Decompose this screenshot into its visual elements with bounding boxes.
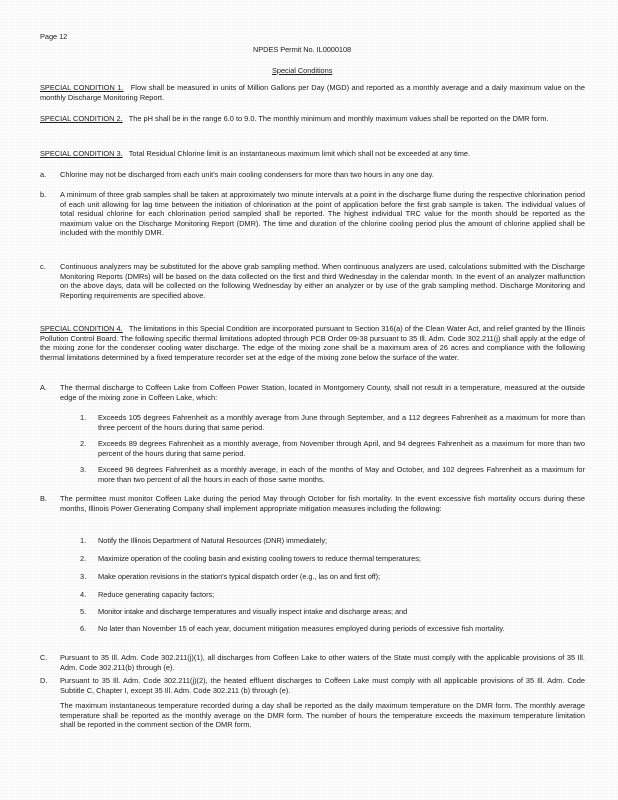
list-item-label: B. [40,494,47,503]
sc4-a-item-2: Exceeds 89 degrees Fahrenheit as a monthly average, from November through April, and 94 degrees Fahrenheit as a maximum for more than two percent of the hours during that same period. [98,439,585,458]
list-item-label: 1. [80,536,87,545]
sc4-d-note: The maximum instantaneous temperature recorded during a day shall be reported as the daily maximum temperature on the DMR form. The monthly average temperature shall be reported as the monthly average on the DMR form. The number of hours the temperature exceeds the maximum temperature limitation shall be reported in the comment section of the DMR form. [60,701,585,730]
special-condition-2-text: The pH shall be in the range 6.0 to 9.0. The monthly minimum and monthly maximum values shall be reported on the DMR form. [128,114,549,123]
special-condition-2-label: SPECIAL CONDITION 2. [40,114,123,123]
sc4-b-item-4: Reduce generating capacity factors; [98,590,215,599]
sc4-b: The permittee must monitor Coffeen Lake during the period May through October for fish mortality. In the event excessive fish mortality occurs during these months, Illinois Power Generating Company shall implement appropriate mitigation measures including the following: [60,494,585,513]
list-item-label: 6. [80,624,87,633]
sc4-a: The thermal discharge to Coffeen Lake from Coffeen Power Station, located in Montgomery County, shall not result in a temperature, measured at the outside edge of the mixing zone in Coffeen Lake, which: [60,383,585,402]
sc4-d: Pursuant to 35 Ill. Adm. Code 302.211(j)(2), the heated effluent discharges to Coffeen Lake must comply with all applicable provisions of 35 Ill. Adm. Code Subtitle C, Chapter I, except 35 Ill. Adm. Code 302.211 (b) through (e). [60,676,585,695]
special-condition-4 [40,324,585,362]
section-title: Special Conditions [272,66,333,75]
special-condition-2 [40,114,585,124]
list-item-label: 2. [80,554,87,563]
special-condition-3-text: Total Residual Chlorine limit is an instantaneous maximum limit which shall not be exceeded at any time. [128,149,471,158]
sc3-item-c: Continuous analyzers may be substituted for the above grab sampling method. When continuous analyzers are used, calculations submitted with the Discharge Monitoring Reports (DMRs) will be based on the data collected on the first and third Wednesday in the calendar month. In the event of an analyzer malfunction on the above days, data will be collected on the following Wednesday by either an analyzer or by use of the grab sampling method. Discharge Monitoring and Reporting requirements are specified above. [60,262,585,300]
special-condition-4-label: SPECIAL CONDITION 4. [40,324,123,333]
special-condition-4-text: The limitations in this Special Condition are incorporated pursuant to Section 316(a) of the Clean Water Act, and relief granted by the Illinois Pollution Control Board. The following specific thermal limitations adopted through PCB Order 09-38 pursuant to 35 Ill. Adm. Code 302.211(j) shall apply at the edge of the mixing zone for the condenser cooling water discharge. The edge of the mixing zone shall be a maximum area of 26 acres and compliance with the following thermal limitations determined by a fixed temperature recorder set at the edge of the mixing zone below the surface of the water. [40,324,586,362]
list-item-label: 1. [80,413,87,422]
special-condition-3 [40,149,585,159]
sc3-item-a: Chlorine may not be discharged from each unit's main cooling condensers for more than two hours in any one day. [60,170,434,179]
special-condition-3-label: SPECIAL CONDITION 3. [40,149,123,158]
list-item-label: 4. [80,590,87,599]
list-item-label: c. [40,262,46,271]
list-item-label: 5. [80,607,87,616]
sc4-a-item-1: Exceeds 105 degrees Fahrenheit as a monthly average from June through September, and a 112 degrees Fahrenheit as a maximum for more than three percent of the hours during that same period. [98,413,585,432]
sc4-b-item-2: Maximize operation of the cooling basin and existing cooling towers to reduce thermal temperatures; [98,554,421,563]
sc4-b-item-1: Notify the Illinois Department of Natural Resources (DNR) immediately; [98,536,327,545]
sc3-item-b: A minimum of three grab samples shall be taken at approximately two minute intervals at a point in the discharge flume during the respective chlorination period of each unit allowing for lag time between the initiation of chlorination at the point of application before the first grab sample is taken. The individual values of total residual chlorine for each chlorination period sampled shall be reported. The highest individual TRC value for the month should be reported as the maximum value on the Discharge Monitoring Report (DMR). The time and duration of the chlorine cooling period plus the amount of chlorine applied shall be included with the monthly DMR. [60,190,585,238]
special-condition-1-label: SPECIAL CONDITION 1. [40,83,124,92]
sc4-b-item-5: Monitor intake and discharge temperatures and visually inspect intake and discharge areas; and [98,607,408,616]
permit-number: NPDES Permit No. IL0000108 [253,45,352,54]
list-item-label: 3. [80,465,87,474]
list-item-label: A. [40,383,47,392]
page-number: Page 12 [40,32,68,41]
sc4-c: Pursuant to 35 Ill. Adm. Code 302.211(j)(1), all discharges from Coffeen Lake to other waters of the State must comply with the applicable provisions of 35 Ill. Adm. Code 302.211(b) through (e). [60,653,585,672]
list-item-label: b. [40,190,47,199]
special-condition-1-text: Flow shall be measured in units of Million Gallons per Day (MGD) and reported as a monthly average and a daily maximum value on the monthly Discharge Monitoring Report. [40,83,585,102]
sc4-b-item-3: Make operation revisions in the station's typical dispatch order (e.g., las on and first off); [98,572,381,581]
list-item-label: a. [40,170,47,179]
list-item-label: 3. [80,572,87,581]
list-item-label: 2. [80,439,87,448]
list-item-label: C. [40,653,48,662]
special-condition-1 [40,83,585,102]
sc4-a-item-3: Exceed 96 degrees Fahrenheit as a monthly average, in each of the months of May and October, and 102 degrees Fahrenheit as a maximum for more than two percent of all the hours in each of those same months. [98,465,585,484]
sc4-b-item-6: No later than November 15 of each year, document mitigation measures employed during periods of excessive fish mortality. [98,624,505,633]
list-item-label: D. [40,676,48,685]
